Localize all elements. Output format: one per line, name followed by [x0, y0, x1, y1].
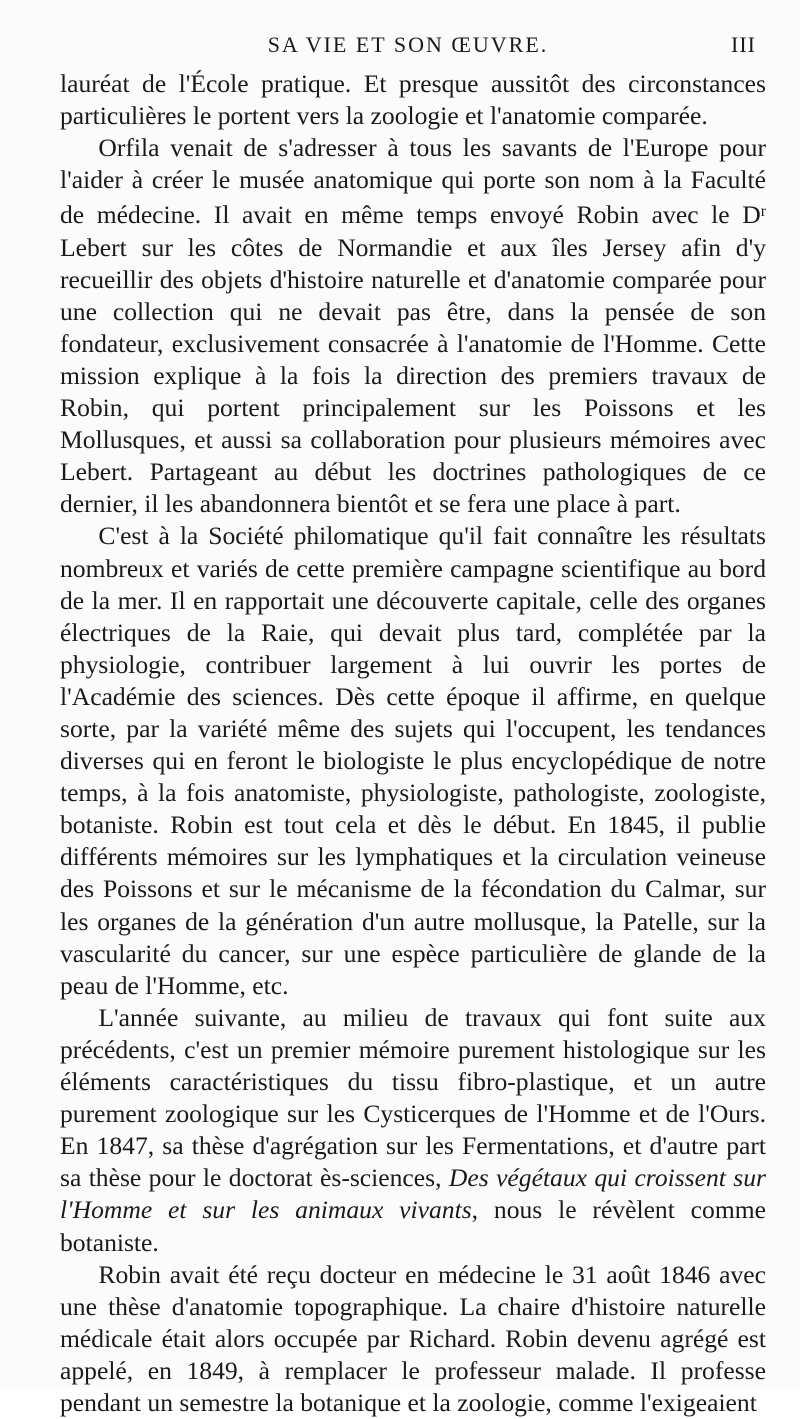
paragraph-3 [60, 520, 766, 1001]
thesis-title: Des végétaux qui croissent sur l'Homme et sur les animaux vivants [60, 1163, 767, 1225]
doctor-superscript: r [760, 203, 766, 221]
paragraph-2 [60, 132, 766, 520]
paragraph-2-text-b: Lebert sur les côtes de Normandie et aux îles Jersey afin d'y recueillir des objets d'histoire naturelle et d'anatomie comparée pour une collection qui ne devait pas être, dans la pensée de son fondateur, exclusivement consacrée à l'anatomie de l'Homme. Cette mission explique à la fois la direction des premiers travaux de Robin, qui portent principalement sur les Poissons et les Mollusques, et aussi sa collaboration pour plusieurs mémoires avec Lebert. Partageant au début les doctrines pathologiques de ce dernier, il les abandonnera bientôt et se fera une place à part. [60, 232, 766, 519]
running-head [60, 28, 756, 62]
paragraph-3-text: C'est à la Société philomatique qu'il fait connaître les résultats nombreux et variés de cette première campagne scientifique au bord de la mer. Il en rapportait une découverte capitale, celle des organes électriques de la Raie, qui devait plus tard, complétée par la physiologie, contribuer largement à lui ouvrir les portes de l'Académie des sciences. Dès cette époque il affirme, en quelque sorte, par la variété même des sujets qui l'occupent, les tendances diverses qui en feront le biologiste le plus encyclopédique de notre temps, à la fois anatomiste, physiologiste, pathologiste, zoologiste, botaniste. Robin est tout cela et dès le début. En 1845, il publie différents mémoires sur les lymphatiques et la circulation veineuse des Poissons et sur le mécanisme de la fécondation du Calmar, sur les organes de la génération d'un autre mollusque, la Patelle, sur la vascularité du cancer, sur une espèce particulière de glande de la peau de l'Homme, etc. [60, 521, 766, 1000]
page-number: III [731, 32, 756, 57]
body-text [60, 68, 766, 1419]
paragraph-5-text: Robin avait été reçu docteur en médecine le 31 août 1846 avec une thèse d'anatomie topographique. La chaire d'histoire naturelle médicale était alors occupée par Richard. Robin devenu agrégé est appelé, en 1849, à remplacer le professeur malade. Il professe pendant un semestre la botanique et la zoologie, comme l'exigeaient [60, 1259, 766, 1417]
paragraph-2-text-a: Orfila venait de s'adresser à tous les savants de l'Europe pour l'aider à créer le musée anatomique qui porte son nom à la Faculté de médecine. Il avait en même temps envoyé Robin avec le D [60, 133, 766, 230]
paragraph-4-text-b: , nous le révèlent comme botaniste. [60, 1195, 767, 1257]
running-title: SA VIE ET SON ŒUVRE. [267, 32, 549, 57]
paragraph-5 [60, 1259, 766, 1419]
paragraph-1 [60, 68, 766, 132]
paragraph-1-text: lauréat de l'École pratique. Et presque aussitôt des circonstances particulières le portent vers la zoologie et l'anatomie comparée. [60, 69, 766, 131]
paragraph-4-text-a: L'année suivante, au milieu de travaux qui font suite aux précédents, c'est un premier mémoire purement histologique sur les éléments caractéristiques du tissu fibro-plastique, et un autre purement zoologique sur les Cysticerques de l'Homme et de l'Ours. En 1847, sa thèse d'agrégation sur les Fermentations, et d'autre part sa thèse pour le doctorat ès-sciences, [60, 1002, 766, 1193]
paragraph-4 [60, 1002, 766, 1259]
